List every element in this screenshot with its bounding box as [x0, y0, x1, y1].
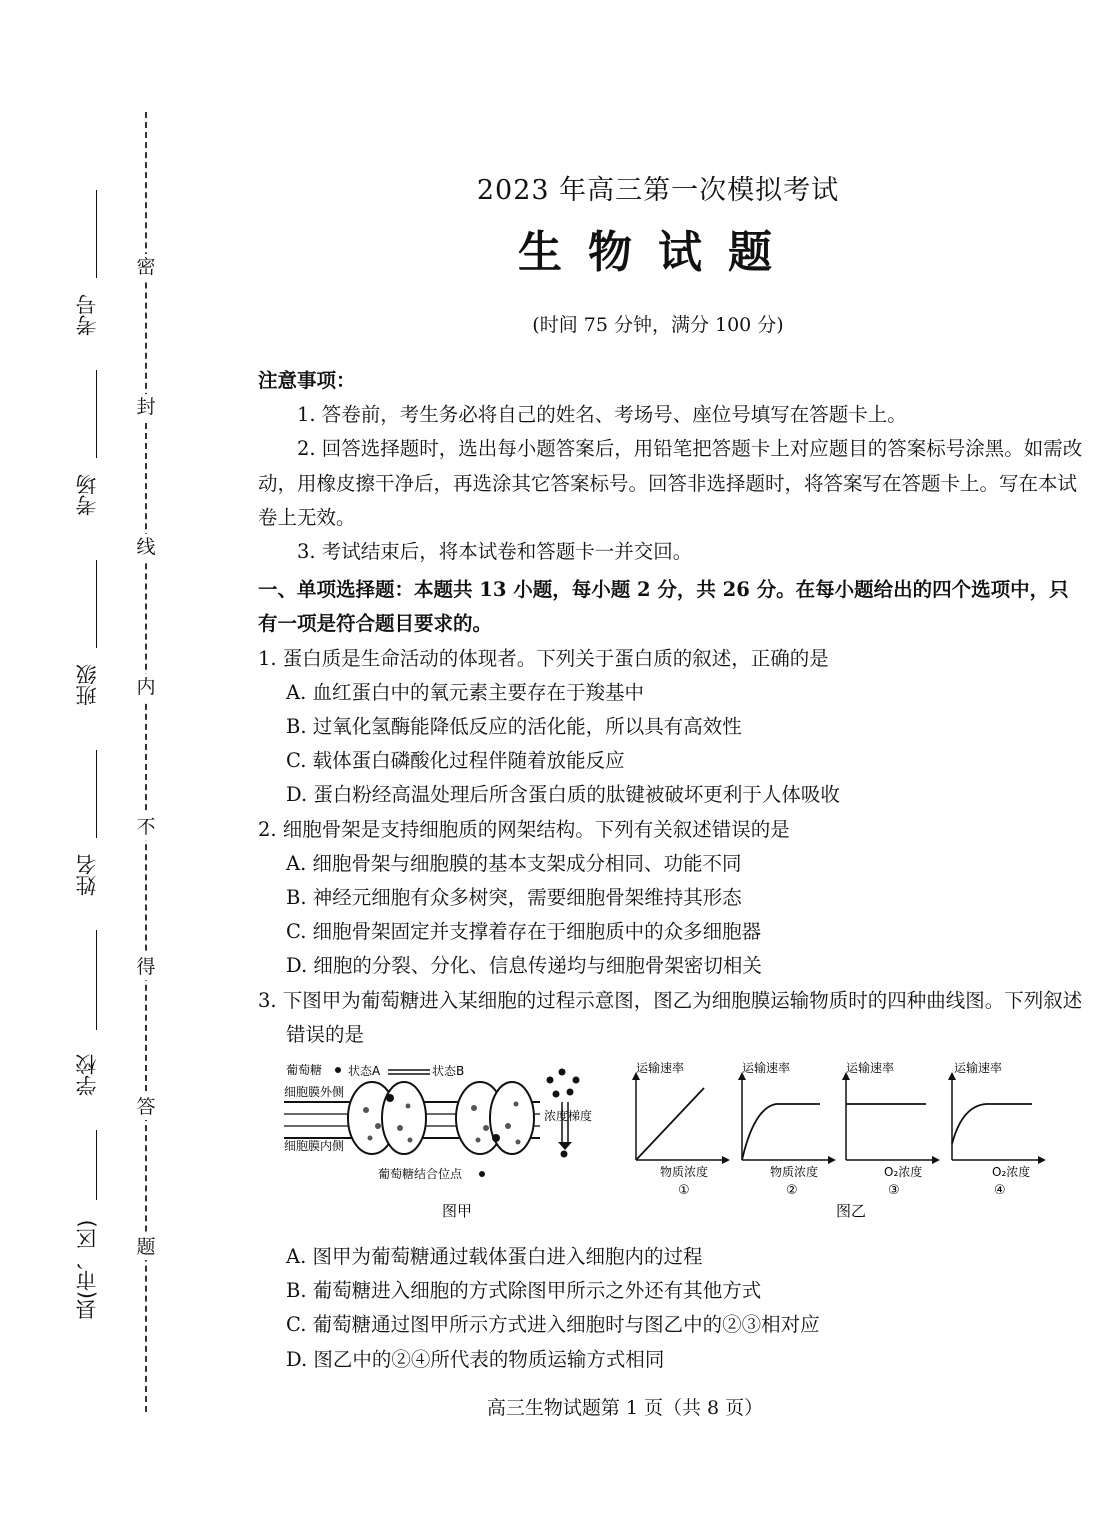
question-option: C. 葡萄糖通过图甲所示方式进入细胞时与图乙中的②③相对应 [286, 1313, 820, 1337]
field-underline [96, 750, 97, 838]
county-field[interactable] [58, 1130, 118, 1330]
graph-number: ③ [888, 1183, 900, 1198]
question-option: D. 细胞的分裂、分化、信息传递均与细胞骨架密切相关 [286, 954, 762, 978]
graph-ylabel: 运输速率 [742, 1061, 791, 1075]
question-option: A. 细胞骨架与细胞膜的基本支架成分相同、功能不同 [286, 851, 742, 875]
seal-char: 题 [134, 1234, 158, 1260]
binding-site-label: 葡萄糖结合位点 [378, 1167, 463, 1181]
inside-label: 细胞膜内侧 [284, 1139, 345, 1153]
note-item: 2. 回答选择题时，选出每小题答案后，用铅笔把答题卡上对应题目的答案标号涂黑。如需改动，用橡皮擦干净后，再选涂其它答案标号。回答非选择题时，将答案写在答题卡上。写在本试卷上无效。 [258, 437, 1083, 529]
notes-heading: 注意事项： [258, 369, 356, 392]
graph-2 [738, 1060, 836, 1198]
curve-4 [952, 1104, 1032, 1144]
graph-ylabel: 运输速率 [846, 1061, 895, 1075]
seal-char: 内 [134, 674, 158, 700]
field-underline [96, 560, 97, 648]
question-option: A. 图甲为葡萄糖通过载体蛋白进入细胞内的过程 [286, 1245, 703, 1269]
field-underline [96, 930, 97, 1030]
school-field[interactable] [58, 930, 118, 1110]
name-field[interactable] [58, 750, 118, 910]
figure-jia-caption: 图甲 [442, 1202, 473, 1220]
carrier-protein-a [348, 1082, 426, 1154]
curve-2 [742, 1104, 820, 1160]
field-label: 班级 [75, 664, 99, 706]
graph-xlabel: 物质浓度 [660, 1165, 709, 1179]
seal-char: 答 [134, 1094, 158, 1120]
field-label: 县(市、区) [75, 1219, 99, 1321]
graph-ylabel: 运输速率 [636, 1061, 685, 1075]
graph-number: ④ [994, 1183, 1006, 1198]
seal-dashed-line [145, 112, 147, 1412]
graph-number: ① [678, 1183, 690, 1198]
note-item: 3. 考试结束后，将本试卷和答题卡一并交回。 [297, 540, 693, 564]
question-option: D. 蛋白粉经高温处理后所含蛋白质的肽键被破坏更利于人体吸收 [286, 783, 840, 807]
outside-label: 细胞膜外侧 [284, 1085, 345, 1099]
exam-room-field[interactable] [58, 370, 118, 530]
section-heading: 一、单项选择题：本题共 13 小题，每小题 2 分，共 26 分。在每小题给出的四个选项中，只有一项是符合题目要求的。 [258, 578, 1069, 636]
seal-char: 线 [134, 534, 158, 560]
subject-title: 生物试题 [518, 227, 798, 278]
binding-margin [58, 190, 118, 1350]
page-footer: 高三生物试题第 1 页（共 8 页） [486, 1397, 764, 1419]
question-option: B. 葡萄糖进入细胞的方式除图甲所示之外还有其他方式 [286, 1279, 762, 1303]
note-item: 1. 答卷前，考生务必将自己的姓名、考场号、座位号填写在答题卡上。 [297, 403, 907, 427]
figure-jia [284, 1062, 592, 1220]
gradient-label: 浓度梯度 [544, 1109, 593, 1123]
field-underline [96, 190, 97, 278]
graph-number: ② [786, 1183, 798, 1198]
seal-char: 得 [134, 954, 158, 980]
question-stem: 1. 蛋白质是生命活动的体现者。下列关于蛋白质的叙述，正确的是 [258, 646, 829, 670]
graph-3 [842, 1060, 940, 1198]
graph-1 [632, 1060, 730, 1198]
seal-char: 不 [134, 814, 158, 840]
question-stem: 2. 细胞骨架是支持细胞质的网架结构。下列有关叙述错误的是 [258, 817, 790, 841]
question-option: D. 图乙中的②④所代表的物质运输方式相同 [286, 1347, 665, 1371]
field-label: 考场 [75, 474, 99, 516]
question-3-figures [280, 1058, 1080, 1228]
state-arrow [388, 1070, 430, 1074]
field-label: 姓名 [75, 854, 99, 896]
figure-yi-caption: 图乙 [836, 1202, 867, 1220]
graph-4 [948, 1060, 1046, 1198]
field-label: 学校 [75, 1054, 99, 1096]
exam-info: (时间 75 分钟，满分 100 分) [532, 314, 784, 336]
binding-site-dot [479, 1171, 485, 1177]
question-option: C. 细胞骨架固定并支撑着存在于细胞质中的众多细胞器 [286, 920, 762, 944]
figure-yi [632, 1060, 1046, 1220]
curve-1 [636, 1088, 704, 1160]
seal-char: 密 [134, 254, 158, 280]
carrier-protein-b [456, 1082, 534, 1154]
class-field[interactable] [58, 560, 118, 720]
question-option: B. 过氧化氢酶能降低反应的活化能，所以具有高效性 [286, 715, 742, 739]
exam-title: 2023 年高三第一次模拟考试 [476, 175, 840, 206]
graph-xlabel: 物质浓度 [770, 1165, 819, 1179]
question-stem: 3. 下图甲为葡萄糖进入某细胞的过程示意图，图乙为细胞膜运输物质时的四种曲线图。下列叙述错误的是 [258, 988, 1083, 1046]
state-b-label: 状态B [432, 1064, 465, 1078]
field-label: 考号 [75, 294, 99, 336]
field-underline [96, 370, 97, 458]
state-a-label: 状态A [348, 1064, 381, 1078]
question-option: B. 神经元细胞有众多树突，需要细胞骨架维持其形态 [286, 886, 742, 910]
graph-xlabel: O₂浓度 [884, 1165, 923, 1179]
graph-ylabel: 运输速率 [954, 1061, 1003, 1075]
glucose-label: 葡萄糖 [286, 1063, 323, 1077]
glucose-dot [335, 1067, 341, 1073]
question-option: A. 血红蛋白中的氧元素主要存在于羧基中 [286, 680, 644, 704]
question-option: C. 载体蛋白磷酸化过程伴随着放能反应 [286, 749, 625, 773]
field-underline [96, 1130, 97, 1200]
graph-xlabel: O₂浓度 [992, 1165, 1031, 1179]
exam-number-field[interactable] [58, 190, 118, 350]
seal-char: 封 [134, 394, 158, 420]
